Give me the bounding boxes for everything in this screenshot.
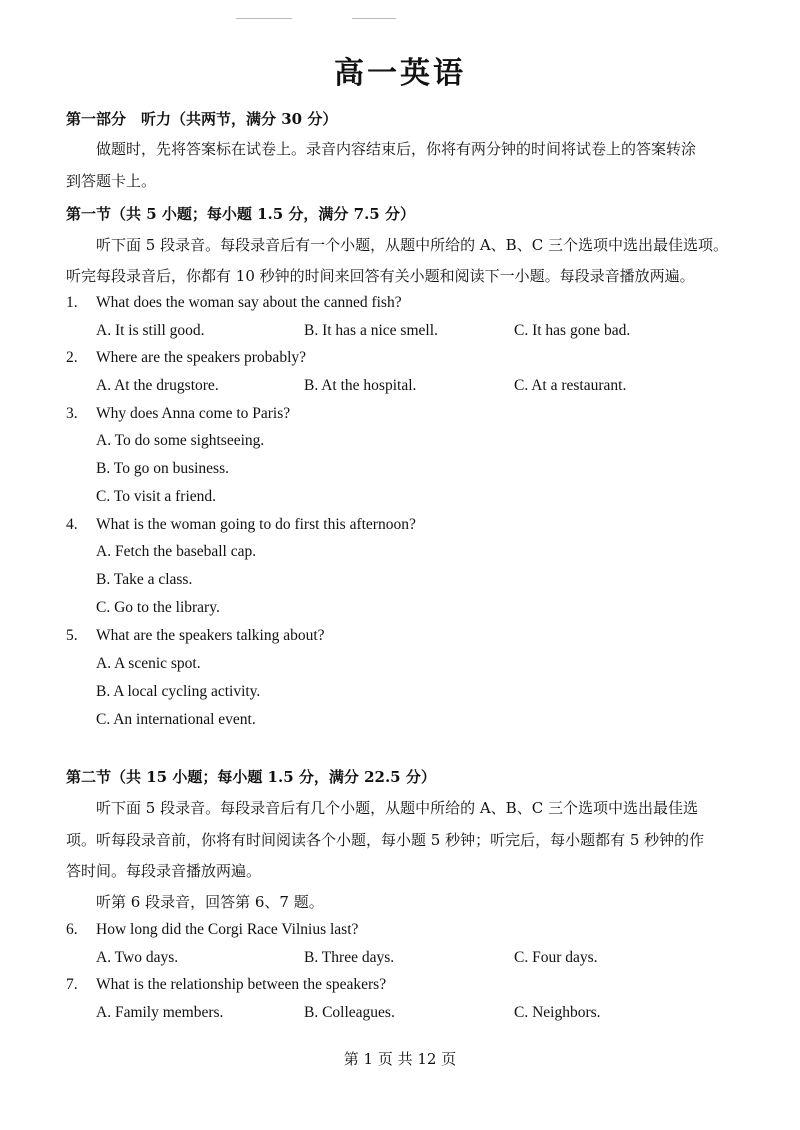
option-c: C. Four days.: [514, 949, 598, 966]
option-c: C. An international event.: [96, 711, 256, 728]
question-text: What is the woman going to do first this afternoon?: [96, 516, 416, 533]
option-b: B. To go on business.: [96, 460, 229, 477]
option-c: C. It has gone bad.: [514, 322, 631, 339]
page-title: 高一英语: [334, 56, 466, 91]
question-number: 2.: [66, 349, 78, 366]
option-b: B. A local cycling activity.: [96, 683, 261, 700]
question-number: 4.: [66, 516, 78, 533]
option-b: B. At the hospital.: [304, 377, 417, 394]
question-text: Why does Anna come to Paris?: [96, 405, 291, 422]
question-number: 1.: [66, 294, 78, 311]
section1-instruction-line1: 听下面 5 段录音。每段录音后有一个小题，从题中所给的 A、B、C 三个选项中选出最佳选项。: [96, 236, 728, 254]
section2-instruction-line1: 听下面 5 段录音。每段录音后有几个小题，从题中所给的 A、B、C 三个选项中选出最佳选: [96, 799, 698, 817]
question-number: 3.: [66, 405, 78, 422]
option-b: B. It has a nice smell.: [304, 322, 438, 339]
option-c: C. Neighbors.: [514, 1004, 601, 1021]
option-a: A. To do some sightseeing.: [96, 432, 265, 449]
option-a: A. Two days.: [96, 949, 179, 966]
page-footer: 第 1 页 共 12 页: [343, 1050, 457, 1068]
option-a: A. A scenic spot.: [96, 655, 201, 672]
question-text: Where are the speakers probably?: [96, 349, 306, 366]
part1-instruction-line1: 做题时，先将答案标在试卷上。录音内容结束后，你将有两分钟的时间将试卷上的答案转涂: [96, 140, 697, 158]
question-text: How long did the Corgi Race Vilnius last?: [96, 921, 359, 938]
option-a: A. Fetch the baseball cap.: [96, 543, 257, 560]
question-number: 6.: [66, 921, 78, 938]
question-text: What does the woman say about the canned fish?: [96, 294, 402, 311]
option-b: B. Colleagues.: [304, 1004, 395, 1021]
question-number: 7.: [66, 976, 78, 993]
section1-heading: 第一节（共 5 小题；每小题 1.5 分，满分 7.5 分）: [66, 205, 415, 223]
option-a: A. It is still good.: [96, 322, 205, 339]
question-number: 5.: [66, 627, 78, 644]
scan-mark-left: [236, 18, 292, 19]
option-b: B. Take a class.: [96, 571, 193, 588]
option-c: C. At a restaurant.: [514, 377, 627, 394]
question-text: What is the relationship between the speakers?: [96, 976, 387, 993]
section2-heading: 第二节（共 15 小题；每小题 1.5 分，满分 22.5 分）: [66, 768, 436, 786]
section1-instruction-line2: 听完每段录音后，你都有 10 秒钟的时间来回答有关小题和阅读下一小题。每段录音播放两遍。: [66, 267, 695, 285]
option-a: A. Family members.: [96, 1004, 224, 1021]
option-c: C. To visit a friend.: [96, 488, 217, 505]
option-c: C. Go to the library.: [96, 599, 220, 616]
audio-6-instruction: 听第 6 段录音，回答第 6、7 题。: [96, 893, 324, 911]
option-a: A. At the drugstore.: [96, 377, 219, 394]
part1-heading: 第一部分 听力（共两节，满分 30 分）: [66, 110, 338, 128]
question-text: What are the speakers talking about?: [96, 627, 325, 644]
part1-instruction-line2: 到答题卡上。: [66, 172, 157, 190]
option-b: B. Three days.: [304, 949, 395, 966]
section2-instruction-line3: 答时间。每段录音播放两遍。: [66, 862, 262, 880]
scan-mark-right: [352, 18, 396, 19]
section2-instruction-line2: 项。听每段录音前，你将有时间阅读各个小题，每小题 5 秒钟；听完后，每小题都有 5 秒钟的作: [66, 831, 705, 849]
